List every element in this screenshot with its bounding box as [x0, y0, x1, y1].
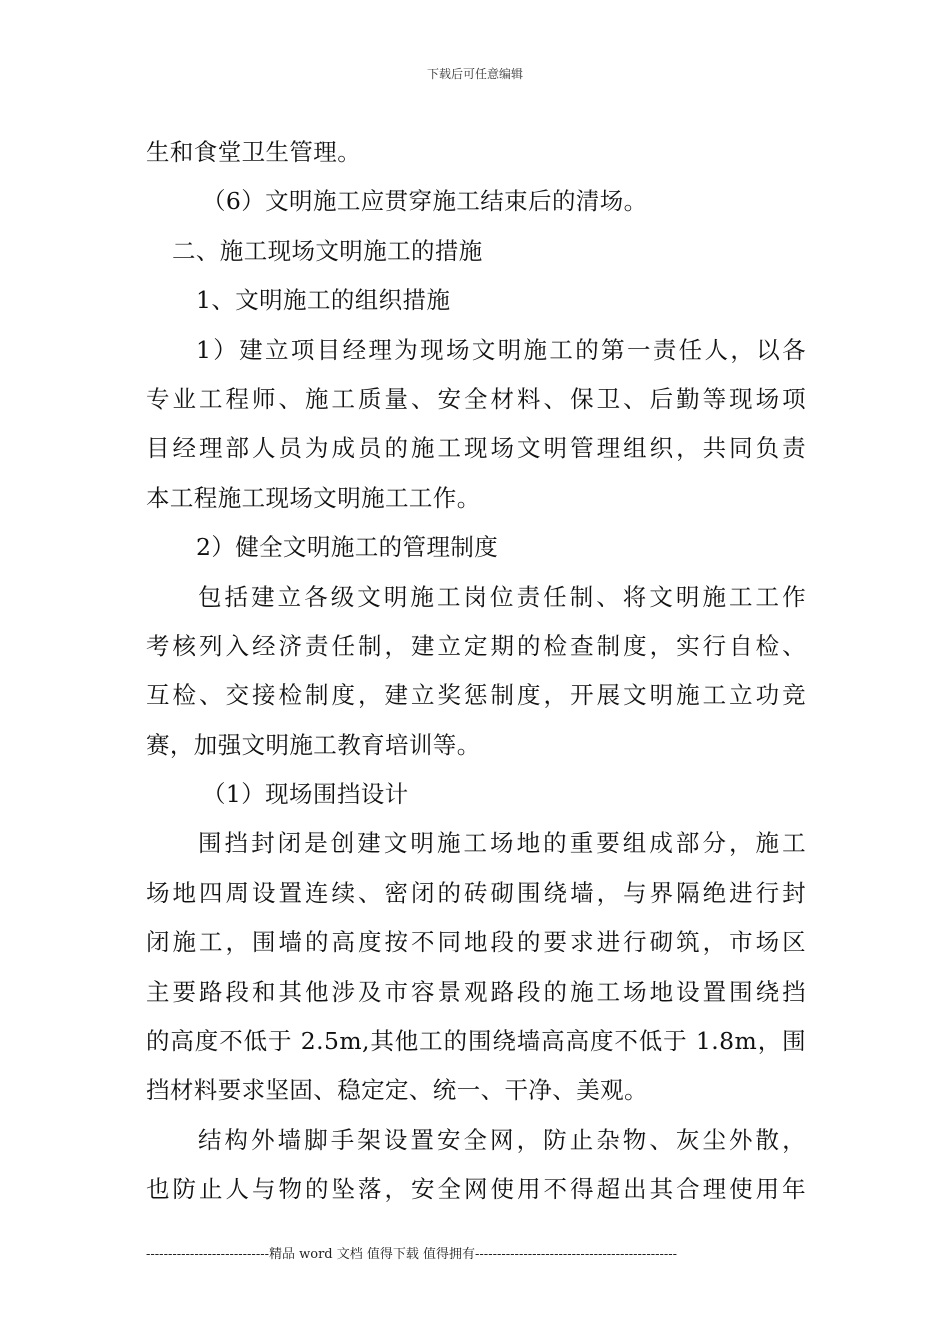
paragraph-line: 专业工程师、施工质量、安全材料、保卫、后勤等现场项: [146, 384, 806, 413]
paragraph-line: 1）建立项目经理为现场文明施工的第一责任人，以各: [196, 335, 806, 364]
subsection-heading: 1、文明施工的组织措施: [196, 286, 451, 315]
paragraph-line: 本工程施工现场文明施工工作。: [146, 483, 481, 512]
paragraph-line: 结构外墙脚手架设置安全网，防止杂物、灰尘外散，: [198, 1125, 806, 1154]
section-heading: 二、施工现场文明施工的措施: [172, 236, 483, 265]
paragraph-line: 也防止人与物的坠落，安全网使用不得超出其合理使用年: [146, 1175, 806, 1204]
paragraph-line: 的高度不低于 2.5m,其他工的围绕墙高高度不低于 1.8m，围: [146, 1027, 806, 1056]
paragraph-line: 挡材料要求坚固、稳定定、统一、干净、美观。: [146, 1076, 648, 1105]
page-header: 下载后可任意编辑: [426, 67, 523, 81]
paragraph-line: 生和食堂卫生管理。: [146, 138, 362, 166]
paragraph-line: 场地四周设置连续、密闭的砖砌围绕墙，与界隔绝进行封: [146, 878, 806, 907]
paragraph-line: 目经理部人员为成员的施工现场文明管理组织，共同负责: [146, 434, 806, 463]
paragraph-line: 闭施工，围墙的高度按不同地段的要求进行砌筑，市场区: [146, 928, 806, 957]
paragraph-line: 包括建立各级文明施工岗位责任制、将文明施工工作: [198, 582, 806, 611]
paragraph-line: 主要路段和其他涉及市容景观路段的施工场地设置围绕挡: [146, 977, 806, 1006]
paragraph-line: 考核列入经济责任制，建立定期的检查制度，实行自检、: [146, 631, 806, 660]
subsection-heading: 2）健全文明施工的管理制度: [196, 533, 499, 562]
paragraph-line: （6）文明施工应贯穿施工结束后的清场。: [202, 187, 648, 216]
document-body: [146, 128, 806, 1215]
paragraph-line: 赛，加强文明施工教育培训等。: [146, 730, 481, 759]
subsection-heading: （1）现场围挡设计: [202, 780, 409, 809]
paragraph-line: 围挡封闭是创建文明施工场地的重要组成部分，施工: [198, 829, 806, 858]
paragraph-line: 互检、交接检制度，建立奖惩制度，开展文明施工立功竞: [146, 681, 806, 710]
page-footer: ----------------------------精品 word 文档 值得下载 值得拥有----------------------------------------------: [146, 1247, 678, 1262]
